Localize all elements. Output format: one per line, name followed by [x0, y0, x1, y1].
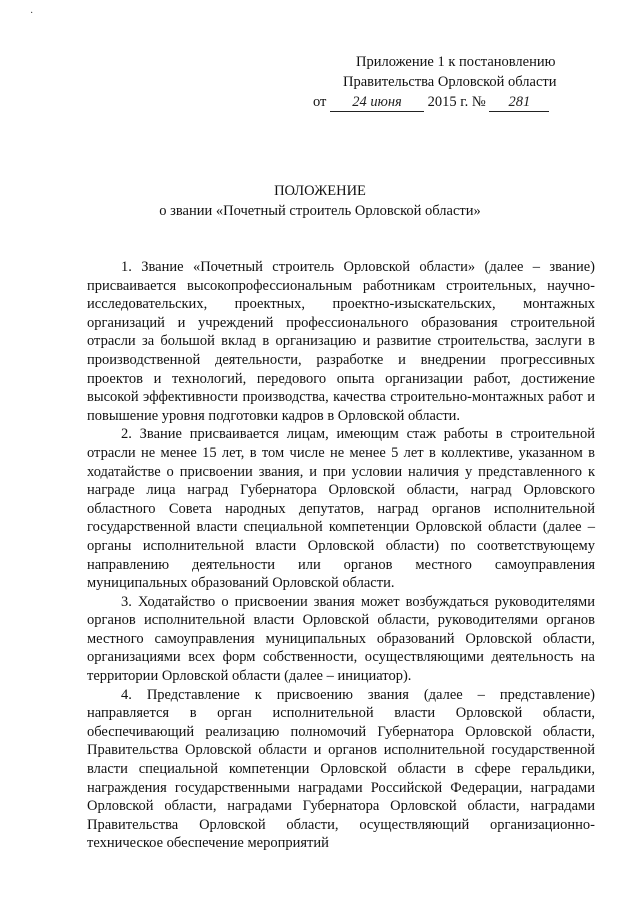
paragraph-4: 4. Представление к присвоению звания (далее – представление) направляется в орган исполнительной власти Орловской области, обеспечивающий реализацию полномочий Губернатора Орловской области, Правительства Орловской области и органов исполнительной государственной власти специальной компетенции Орловской области в сфере геральдики, награждения государственными наградами Российской Федерации, наградами Орловской области, наградами Губернатора Орловской области, наградами Правительства Орловской области, осуществляющий организационно-техническое обеспечение мероприятий	[87, 686, 595, 852]
appendix-header	[313, 52, 557, 112]
paragraph-1: 1. Звание «Почетный строитель Орловской области» (далее – звание) присваивается высокопрофессиональным работникам строительных, научно-исследовательских, проектных, проектно-изыскательских, монтажных организаций и учреждений профессионального образования строительной отрасли за большой вклад в организацию и развитие строительства, заслуги в производственной деятельности, разработке и внедрении прогрессивных проектов и технологий, передового опыта организации работ, достижение высокой эффективности производства, качества строительно-монтажных работ и повышение уровня подготовки кадров в Орловской области.	[87, 259, 595, 424]
paragraph-3: 3. Ходатайство о присвоении звания может возбуждаться руководителями органов исполнительной власти Орловской области, руководителями органов местного самоуправления муниципальных образований Орловской области, организациями всех форм собственности, осуществляющими деятельность на территории Орловской области (далее – инициатор).	[87, 593, 595, 685]
appendix-date-line	[313, 92, 557, 112]
document-title: ПОЛОЖЕНИЕ	[274, 183, 366, 199]
paragraph-2: 2. Звание присваивается лицам, имеющим стаж работы в строительной отрасли не менее 15 лет, в том числе не менее 5 лет в коллективе, указанном в ходатайстве о присвоении звания, и при условии наличия у представленного к награде лица наград Губернатора Орловской области, наград Орловского областного Совета народных депутатов, наград органов исполнительной государственной власти специальной компетенции Орловской области (далее – органы исполнительной власти Орловской области) по соответствующему направлению деятельности или органов местного самоуправления муниципальных образований Орловской области.	[87, 426, 595, 592]
appendix-line-1: Приложение 1 к постановлению	[356, 54, 556, 70]
handwritten-number: 281	[508, 94, 531, 110]
date-field	[330, 94, 424, 112]
year-text: 2015 г. №	[427, 94, 486, 110]
scan-mark: ·	[30, 8, 34, 19]
number-field	[489, 94, 549, 112]
document-body	[87, 258, 595, 853]
date-prefix: от	[313, 94, 327, 110]
document-subtitle: о звании «Почетный строитель Орловской области»	[159, 203, 481, 219]
appendix-line-2: Правительства Орловской области	[343, 74, 557, 90]
handwritten-date: 24 июня	[352, 94, 402, 110]
